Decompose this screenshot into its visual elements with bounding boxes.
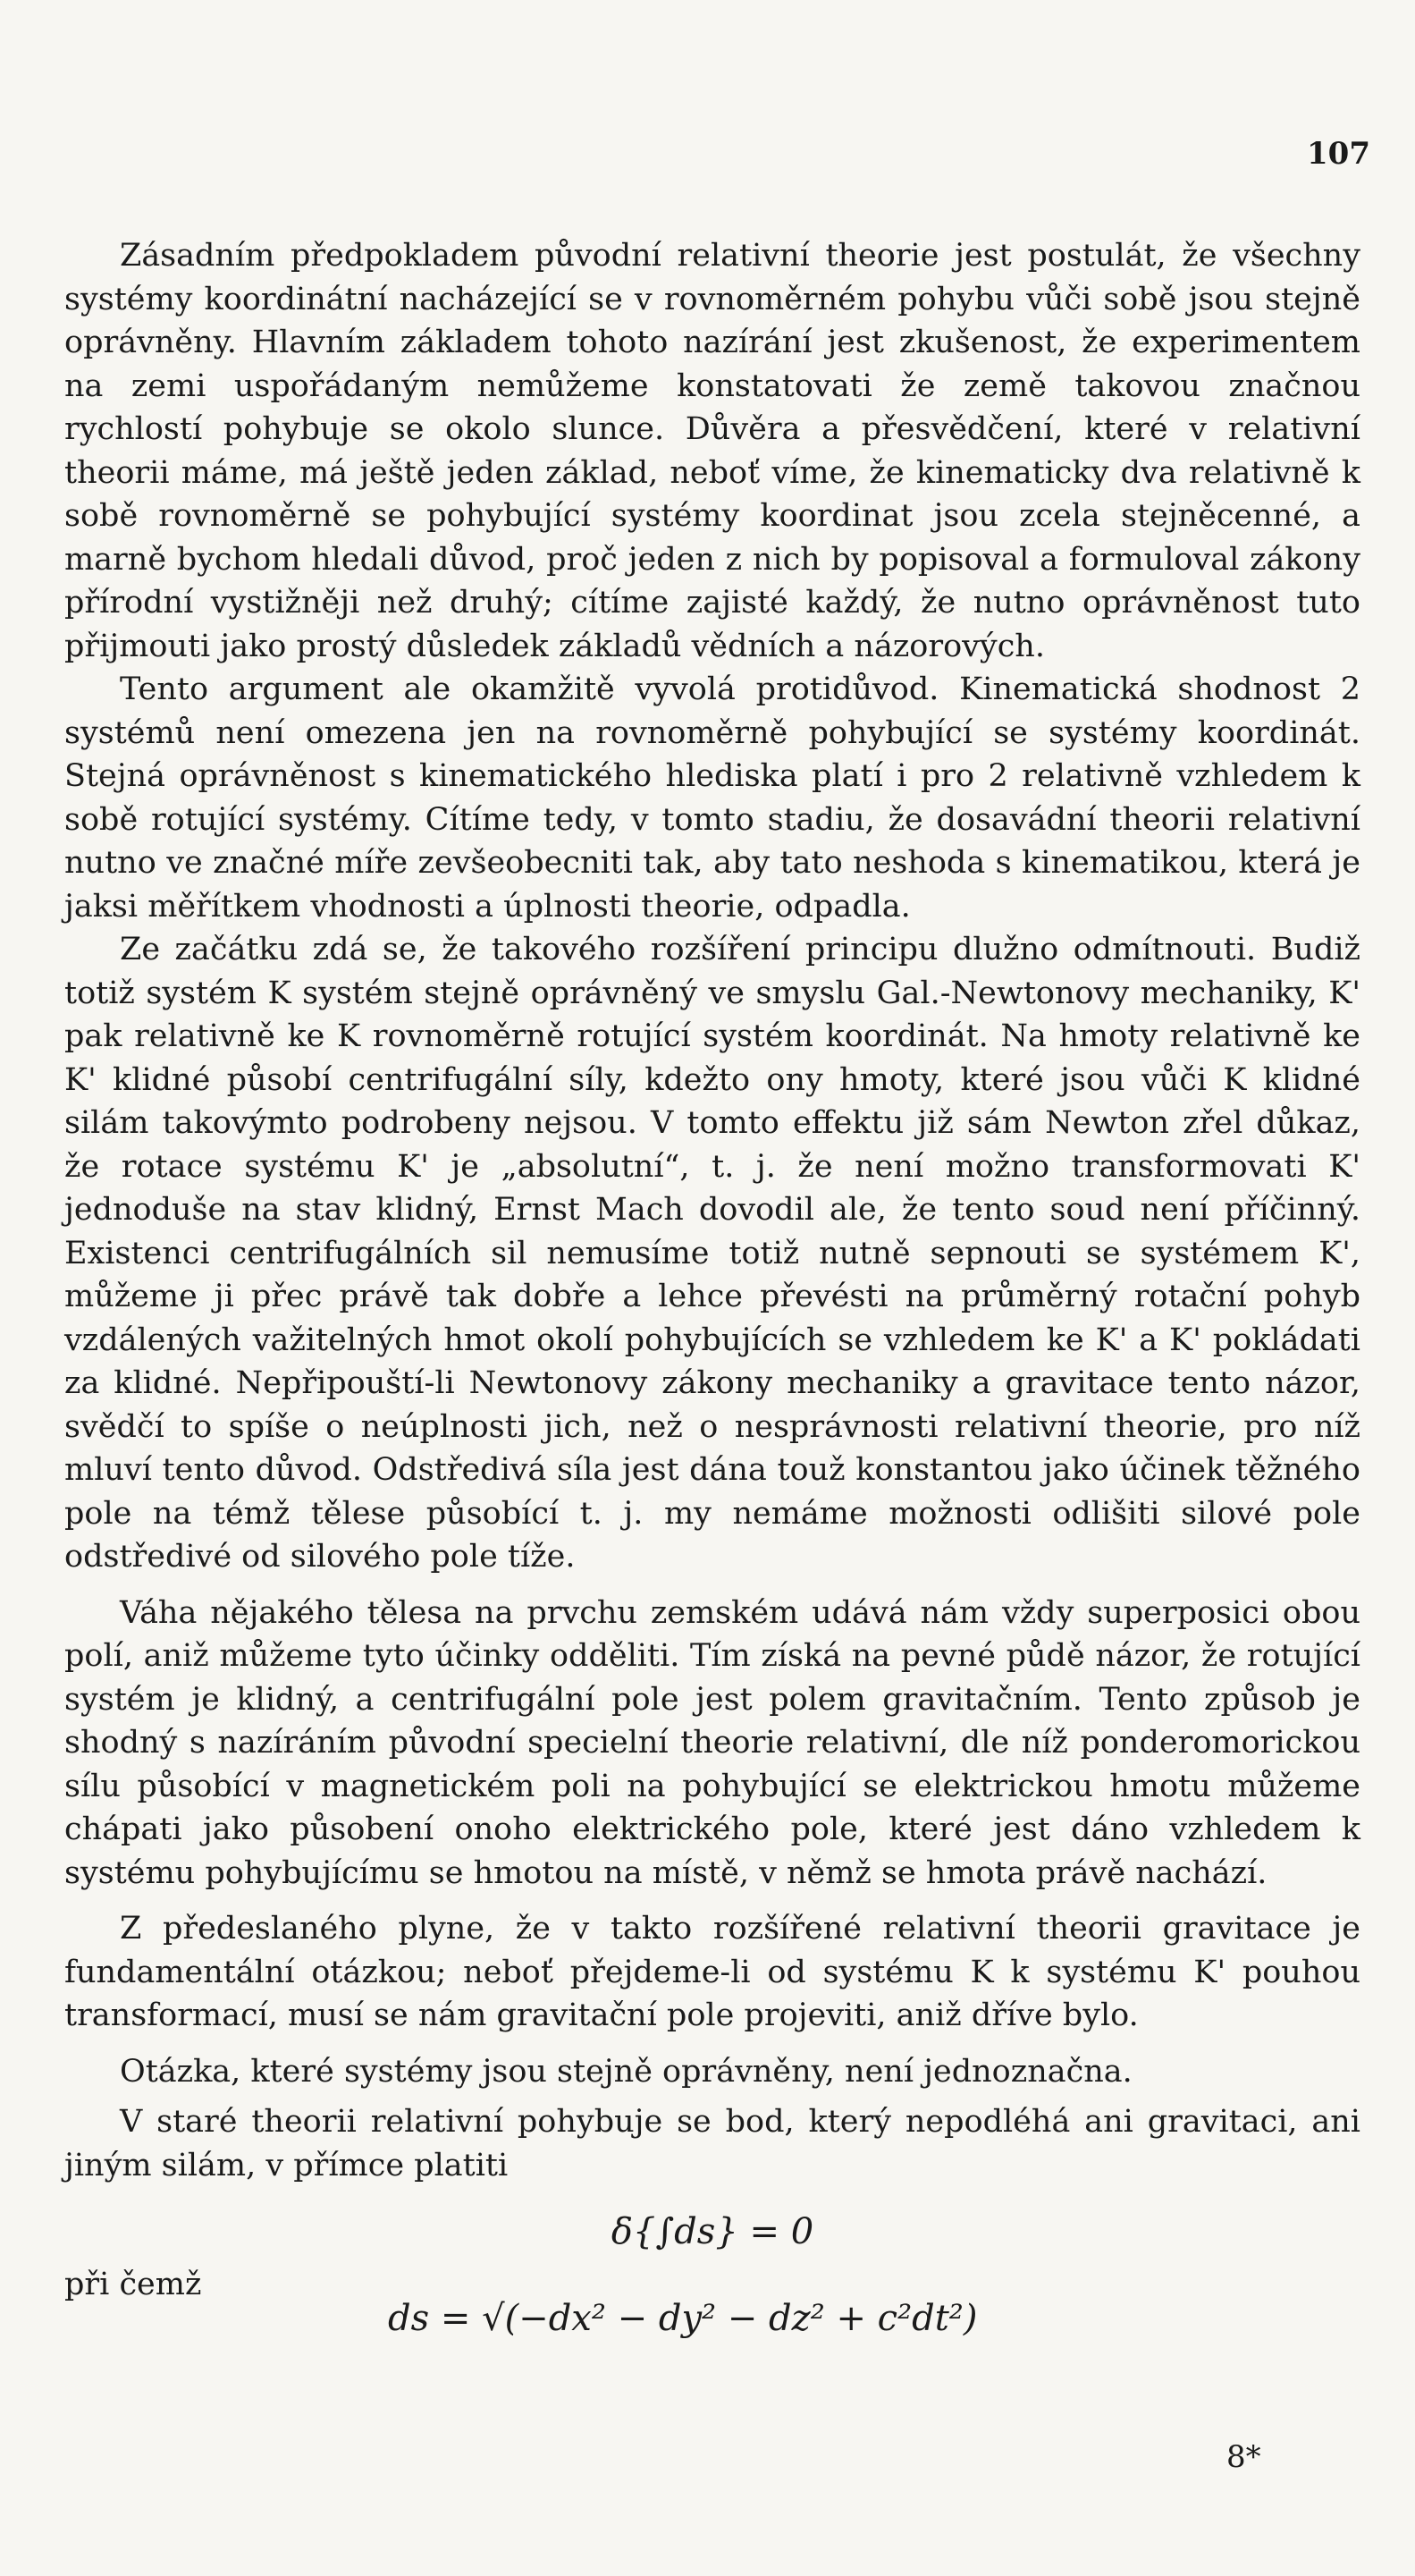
- body-text: [64, 234, 1360, 2344]
- paragraph-4: Váha nějakého tělesa na prvchu zemském udává nám vždy superposici obou polí, aniž můžeme tyto účinky odděliti. Tím získá na pevné půdě názor, že rotující systém je klidný, a centrifugální pole jest polem gravitačním. Tento způsob je shodný s nazíráním původní specielní theorie relativní, dle níž ponderomorickou sílu působící v magnetickém poli na pohybující se elektrickou hmotu můžeme chápati jako působení onoho elektrického pole, které jest dáno vzhledem k systému pohybujícímu se hmotou na místě, v němž se hmota právě nachází.: [64, 1594, 1360, 1891]
- variation-equation: δ{∫ds} = 0: [611, 2211, 814, 2252]
- paragraph-5: Z předeslaného plyne, že v takto rozšířené relativní theorii gravitace je fundamentální otázkou; neboť přejdeme-li od systému K k systému K' pouhou transformací, musí se nám gravitační pole projeviti, aniž dříve bylo.: [64, 1911, 1360, 2033]
- paragraph-1: Zásadním předpokladem původní relativní theorie jest postulát, že všechny systémy koordinátní nacházející se v rovnoměrném pohybu vůči sobě jsou stejně oprávněny. Hlavním základem tohoto nazírání jest zkušenost, že experimentem na zemi uspořádaným nemůžeme konstatovati že země takovou značnou rychlostí pohybuje se okolo slunce. Důvěra a přesvědčení, které v relativní theorii máme, má ještě jeden základ, neboť víme, že kinematicky dva relativně k sobě rovnoměrně se pohybující systémy koordinat jsou zcela stejněcenné, a marně bychom hledali důvod, proč jeden z nich by popisoval a formuloval zákony přírodní vystižněji než druhý; cítíme zajisté každý, že nutno oprávněnost tuto přijmouti jako prostý důsledek základů vědních a názorových.: [64, 238, 1360, 664]
- paragraph-3: Ze začátku zdá se, že takového rozšíření principu dlužno odmítnouti. Budiž totiž systém K systém stejně oprávněný ve smyslu Gal.-Newtonovy mechaniky, K' pak relativně ke K rovnoměrně rotující systém koordinát. Na hmoty relativně ke K' klidné působí centrifugální síly, kdežto ony hmoty, které jsou vůči K klidné silám takovýmto podrobeny nejsou. V tomto effektu již sám Newton zřel důkaz, že rotace systému K' je „absolutní“, t. j. že není možno transformovati K' jednoduše na stav klidný, Ernst Mach dovodil ale, že tento soud není příčinný. Existenci centrifugálních sil nemusíme totiž nutně sepnouti se systémem K', můžeme ji přec právě tak dobře a lehce převésti na průměrný rotační pohyb vzdálených važitelných hmot okolí pohybujících se vzhledem ke K' a K' pokládati za klidné. Nepřipouští-li Newtonovy zákony mechaniky a gravitace tento názor, svědčí to spíše o neúplnosti jich, než o nesprávnosti relativní theorie, pro níž mluví tento důvod. Odstředivá síla jest dána touž konstantou jako účinek těžného pole na témž tělese působící t. j. my nemáme možnosti odlišiti silové pole odstředivé od silového pole tíže.: [64, 932, 1360, 1575]
- equation-label: při čemž: [64, 2266, 202, 2302]
- line-element-equation: ds = √(−dx² − dy² − dz² + c²dt²): [388, 2297, 978, 2339]
- paragraph-2: Tento argument ale okamžitě vyvolá protidůvod. Kinematická shodnost 2 systémů není omezena jen na rovnoměrně pohybující se systémy koordinát. Stejná oprávněnost s kinematického hlediska platí i pro 2 relativně vzhledem k sobě rotující systémy. Cítíme tedy, v tomto stadiu, že dosavádní theorii relativní nutno ve značné míře zevšeobecniti tak, aby tato neshoda s kinematikou, která je jaksi měřítkem vhodnosti a úplnosti theorie, odpadla.: [64, 671, 1360, 925]
- signature-mark: 8*: [1226, 2439, 1261, 2475]
- paragraph-7: V staré theorii relativní pohybuje se bod, který nepodléhá ani gravitaci, ani jiným silám, v přímce platiti: [64, 2104, 1360, 2183]
- page-number: 107: [1307, 136, 1370, 172]
- paragraph-6: Otázka, které systémy jsou stejně oprávněny, není jednoznačna.: [120, 2053, 1133, 2090]
- line-element-row: [64, 2263, 1360, 2344]
